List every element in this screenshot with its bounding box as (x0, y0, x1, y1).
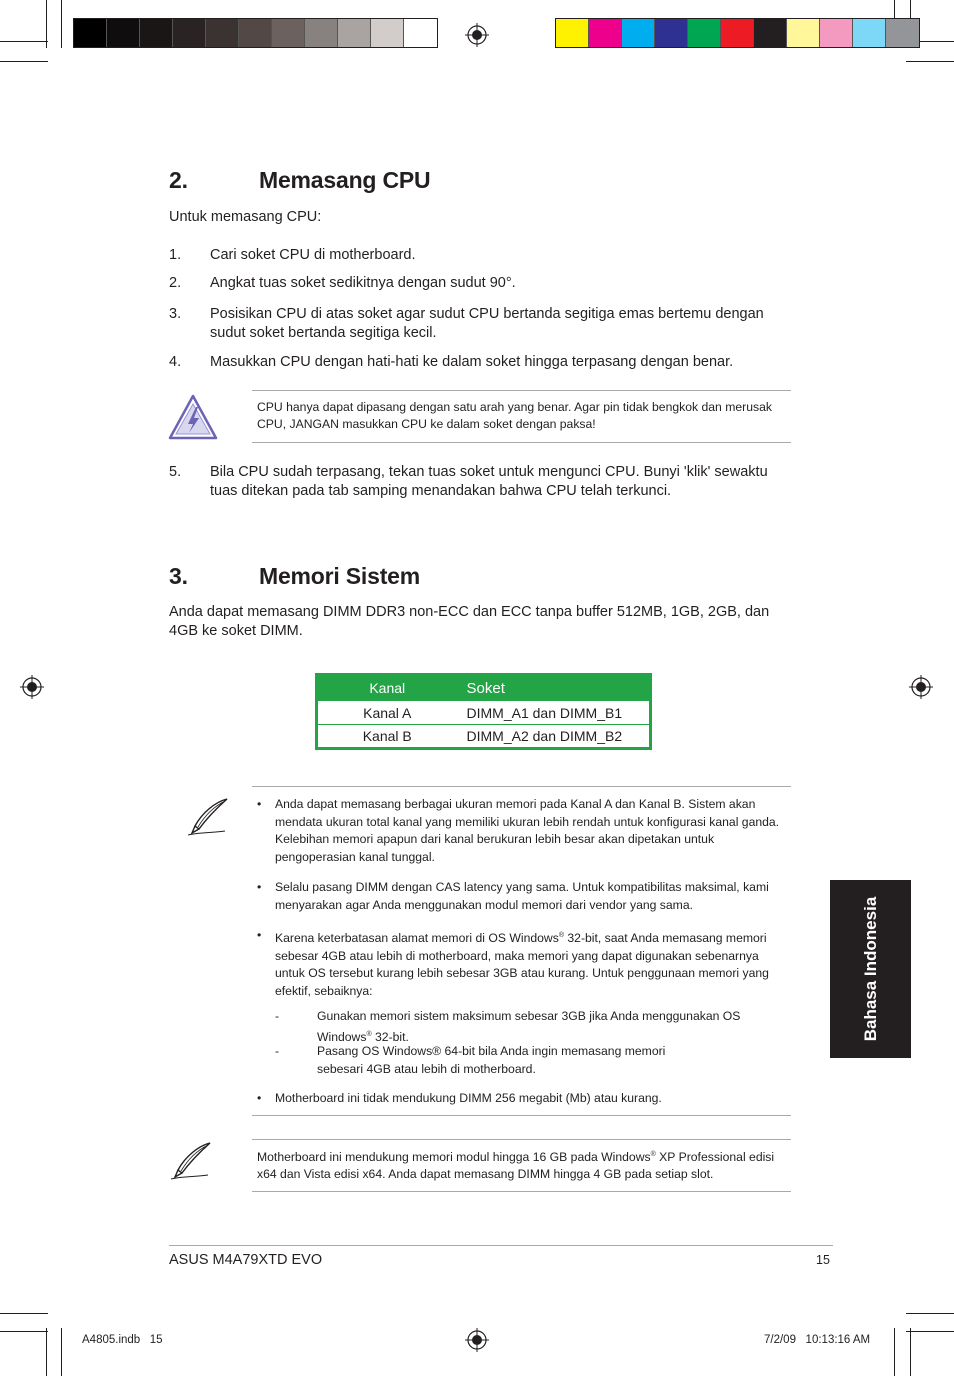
registration-mark-icon (20, 675, 44, 699)
footer-product-name: ASUS M4A79XTD EVO (169, 1252, 323, 1268)
color-swatch (338, 19, 371, 47)
color-swatch (404, 19, 437, 47)
color-swatch (886, 19, 919, 47)
slug-file-info: A4805.indb 15 (82, 1334, 163, 1346)
section-number: 3. (169, 563, 188, 589)
registration-mark-icon (465, 1328, 489, 1352)
table-header-row (317, 675, 651, 701)
footer-divider (169, 1245, 833, 1246)
language-tab-label: Bahasa Indonesia (860, 896, 880, 1042)
column-header: Soket (457, 675, 651, 701)
divider (252, 1115, 791, 1116)
table-cell: Kanal B (317, 725, 457, 749)
section-number: 2. (169, 167, 188, 193)
table-row (317, 701, 651, 725)
registration-mark-icon (909, 675, 933, 699)
divider (252, 786, 791, 787)
divider (252, 442, 791, 443)
color-swatch (140, 19, 173, 47)
slug-timestamp: 7/2/09 10:13:16 AM (764, 1334, 871, 1346)
divider (252, 1139, 791, 1140)
note-pen-icon (185, 796, 231, 838)
color-swatch (853, 19, 886, 47)
color-swatch (107, 19, 140, 47)
section-heading-memasang-cpu (169, 167, 569, 195)
color-swatch (272, 19, 305, 47)
warning-text: CPU hanya dapat dipasang dengan satu arah yang benar. Agar pin tidak bengkok dan merusak CPU, JANGAN masukkan CPU ke dalam soket dengan paksa! (257, 400, 772, 431)
color-swatch (239, 19, 272, 47)
table-row (317, 725, 651, 749)
table-cell: Kanal A (317, 701, 457, 725)
warning-icon (167, 393, 219, 441)
color-swatch (655, 19, 688, 47)
grayscale-color-bar (73, 18, 438, 48)
color-swatch (622, 19, 655, 47)
color-swatch (74, 19, 107, 47)
divider (252, 390, 791, 391)
divider (252, 1191, 791, 1192)
section-intro: Anda dapat memasang DIMM DDR3 non-ECC dan ECC tanpa buffer 512MB, 1GB, 2GB, dan 4GB ke soket DIMM. (169, 604, 770, 639)
note-text: Motherboard ini mendukung memori modul hingga 16 GB pada Windows® XP Professional edisi x64 dan Vista edisi x64. Anda dapat memasang DIMM hingga 4 GB pada setiap slot. (257, 1150, 775, 1182)
table-cell: DIMM_A2 dan DIMM_B2 (457, 725, 651, 749)
process-color-bar (555, 18, 920, 48)
footer-page-number: 15 (816, 1253, 830, 1267)
color-swatch (206, 19, 239, 47)
color-swatch (754, 19, 787, 47)
section-heading-memori-sistem (169, 563, 569, 591)
language-side-tab (830, 880, 911, 1058)
table-cell: DIMM_A1 dan DIMM_B1 (457, 701, 651, 725)
section-title: Memori Sistem (259, 563, 421, 589)
color-swatch (787, 19, 820, 47)
color-swatch (305, 19, 338, 47)
note-pen-icon (168, 1140, 214, 1182)
section-title: Memasang CPU (259, 167, 431, 193)
section-intro: Untuk memasang CPU: (169, 209, 322, 225)
column-header: Kanal (317, 675, 457, 701)
color-swatch (173, 19, 206, 47)
registration-mark-icon (465, 23, 489, 47)
color-swatch (556, 19, 589, 47)
color-swatch (820, 19, 853, 47)
color-swatch (589, 19, 622, 47)
color-swatch (688, 19, 721, 47)
color-swatch (721, 19, 754, 47)
dimm-channel-table (315, 673, 652, 750)
color-swatch (371, 19, 404, 47)
